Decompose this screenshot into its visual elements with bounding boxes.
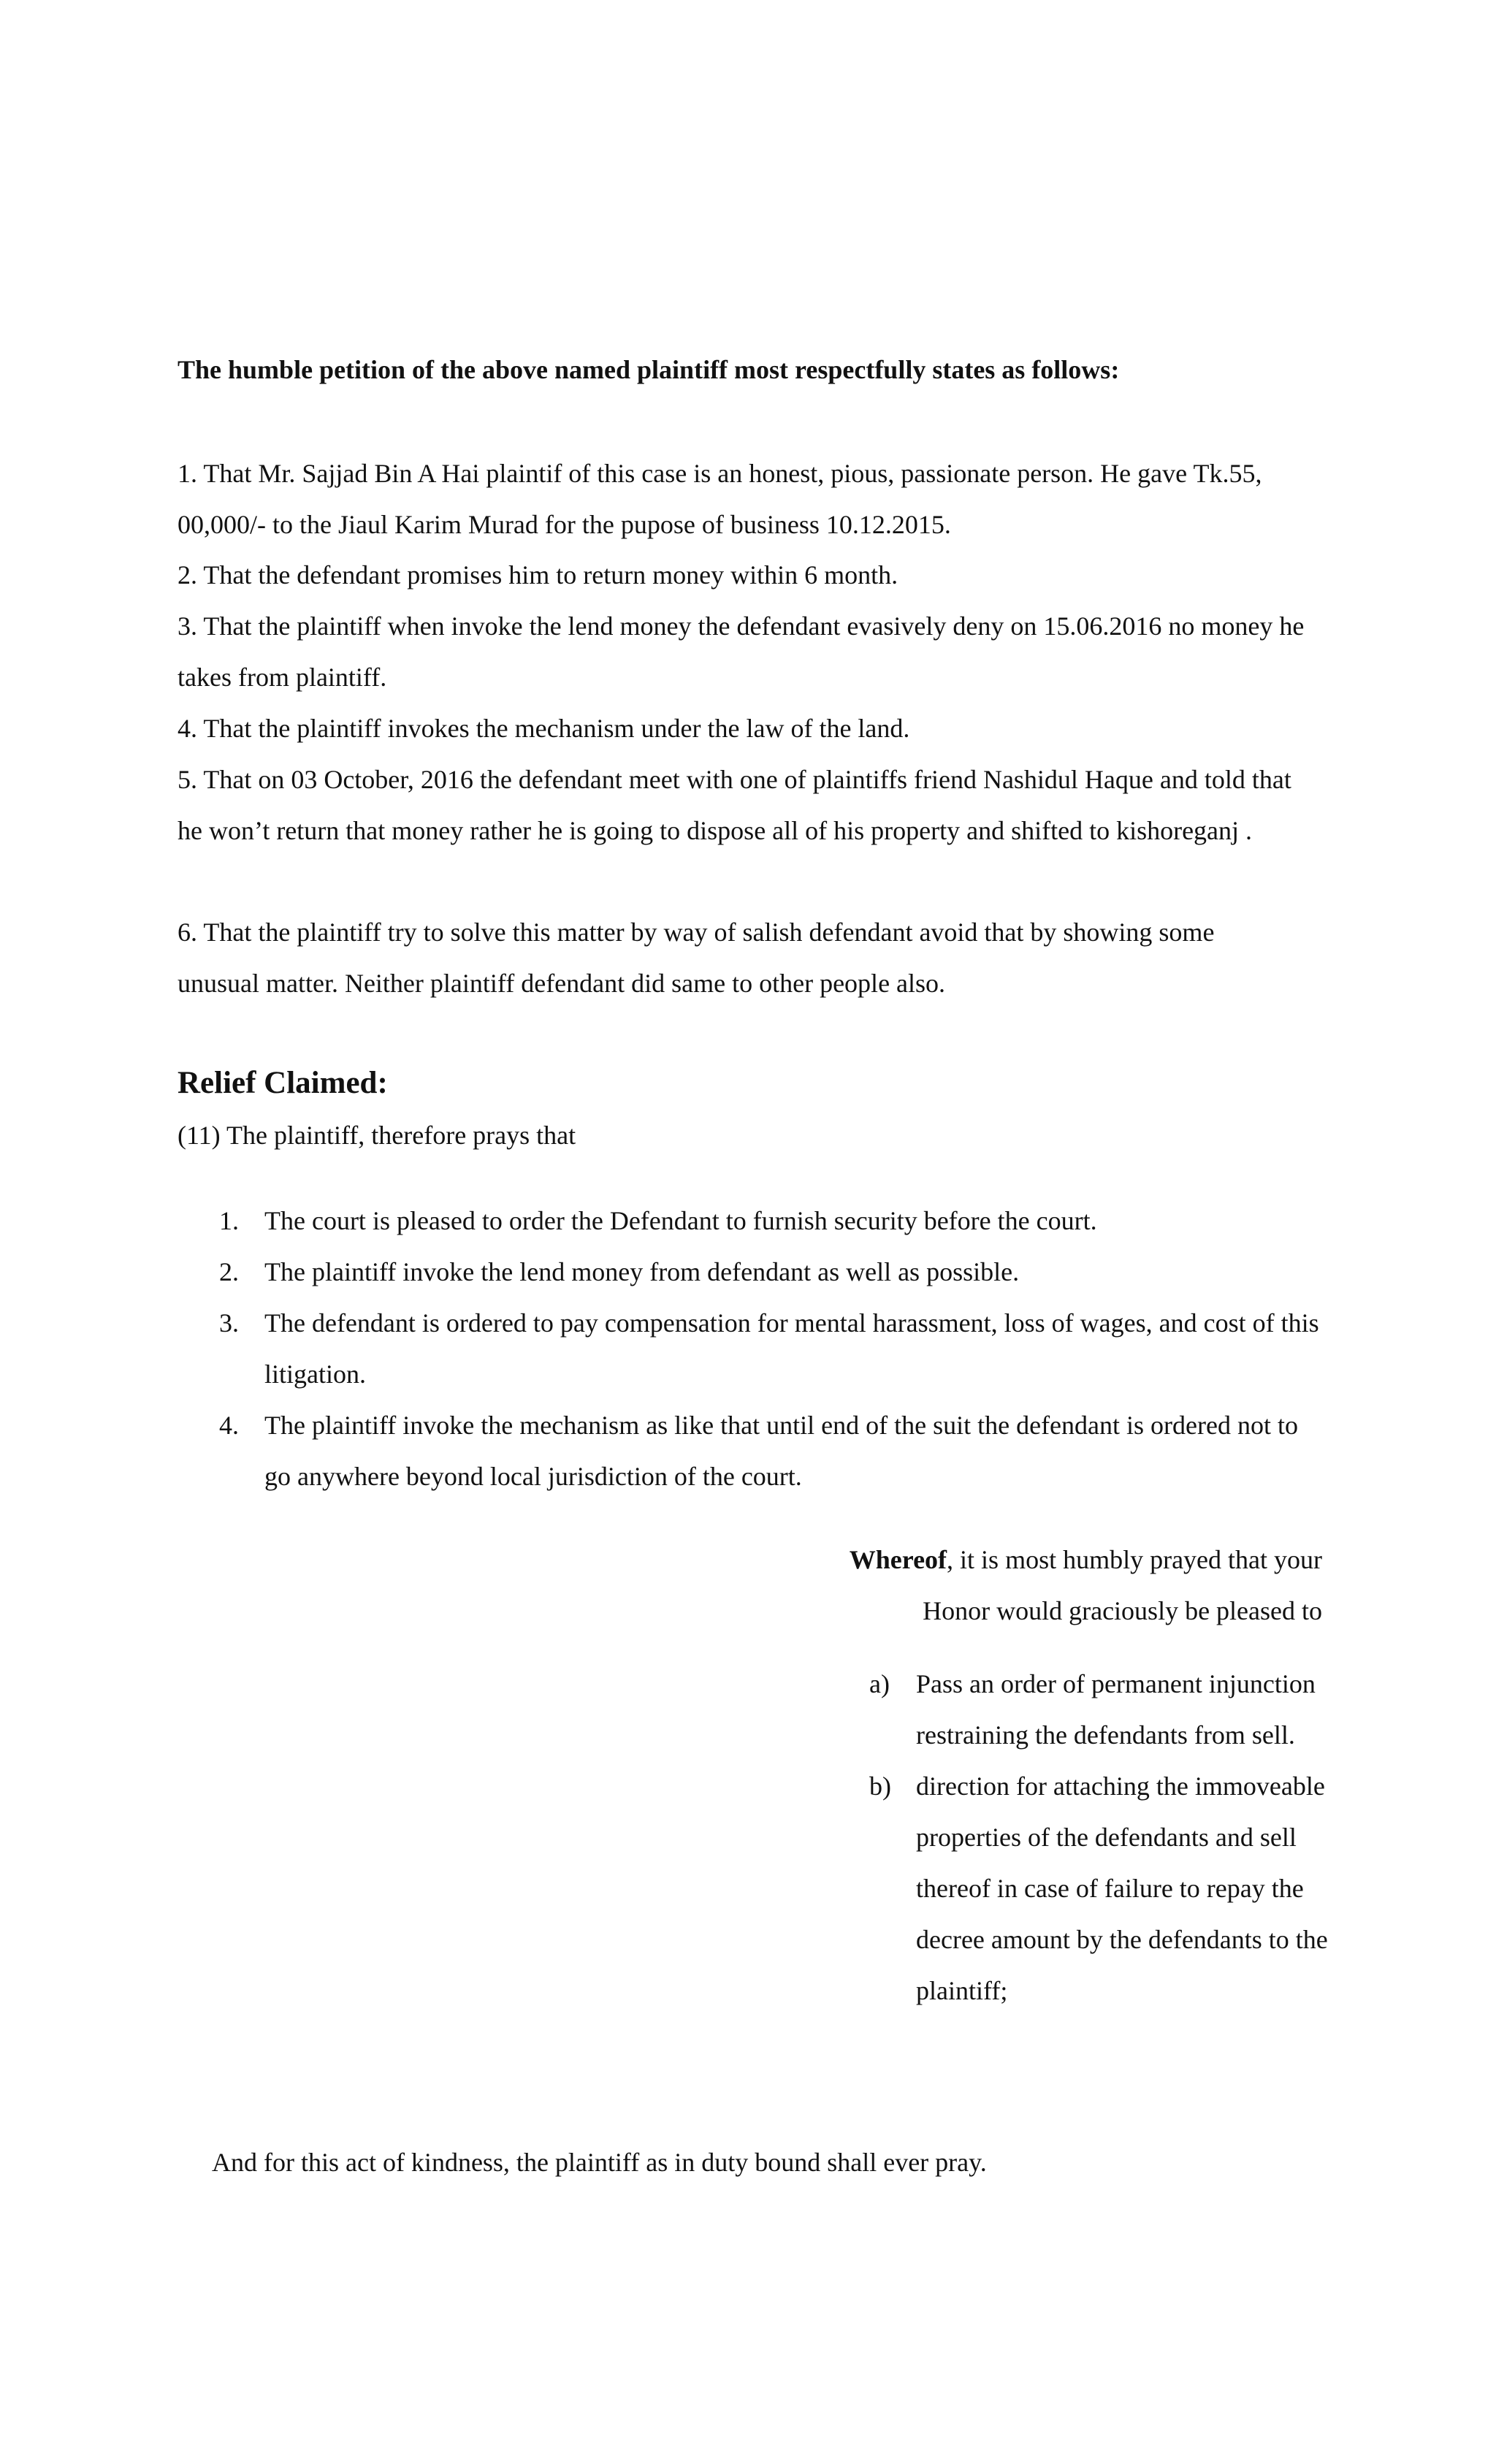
relief-intro: (11) The plaintiff, therefore prays that bbox=[178, 1121, 576, 1150]
relief-item-text: The defendant is ordered to pay compensation for mental harassment, loss of wages, and cost of this litigation. bbox=[264, 1308, 1319, 1389]
relief-item bbox=[219, 1246, 1329, 1297]
relief-item bbox=[219, 1195, 1329, 1246]
list-letter: b) bbox=[869, 1771, 891, 1801]
relief-list bbox=[219, 1195, 1329, 1502]
paragraph-1: 1. That Mr. Sajjad Bin A Hai plaintif of this case is an honest, pious, passionate person. He gave Tk.55, 00,000/- to the Jiaul Karim Murad for the pupose of business 10.12.2015. bbox=[178, 459, 1262, 539]
prayer-item bbox=[869, 1658, 1337, 1761]
relief-item-text: The plaintiff invoke the lend money from defendant as well as possible. bbox=[264, 1257, 1020, 1286]
list-number: 3. bbox=[219, 1308, 239, 1338]
prayer-list bbox=[869, 1658, 1337, 2016]
prayer-item-text: Pass an order of permanent injunction restraining the defendants from sell. bbox=[916, 1669, 1316, 1750]
prayer-item bbox=[869, 1761, 1337, 2016]
whereof-bold: Whereof bbox=[849, 1545, 947, 1574]
relief-item bbox=[219, 1400, 1329, 1502]
relief-claimed-title: Relief Claimed: bbox=[178, 1066, 388, 1100]
list-number: 4. bbox=[219, 1411, 239, 1440]
whereof-prayer bbox=[796, 1534, 1322, 1636]
list-number: 2. bbox=[219, 1257, 239, 1286]
relief-item-text: The court is pleased to order the Defendant to furnish security before the court. bbox=[264, 1206, 1097, 1235]
paragraph-5: 5. That on 03 October, 2016 the defendant meet with one of plaintiffs friend Nashidul Haque and told that he won’t return that money rather he is going to dispose all of his property and shifted to kishoreganj . bbox=[178, 765, 1291, 845]
prayer-item-text: direction for attaching the immoveable properties of the defendants and sell thereof in case of failure to repay the decree amount by the defendants to the plaintiff; bbox=[916, 1771, 1328, 2005]
list-letter: a) bbox=[869, 1669, 890, 1698]
whereof-text: , it is most humbly prayed that your Honor would graciously be pleased to bbox=[923, 1545, 1322, 1625]
relief-item-text: The plaintiff invoke the mechanism as like that until end of the suit the defendant is ordered not to go anywhere beyond local jurisdiction of the court. bbox=[264, 1411, 1298, 1491]
paragraph-2: 2. That the defendant promises him to return money within 6 month. bbox=[178, 560, 898, 590]
petition-heading: The humble petition of the above named plaintiff most respectfully states as follows: bbox=[178, 355, 1120, 384]
paragraph-4: 4. That the plaintiff invokes the mechanism under the law of the land. bbox=[178, 714, 910, 743]
relief-item bbox=[219, 1297, 1329, 1400]
closing-line: And for this act of kindness, the plaintiff as in duty bound shall ever pray. bbox=[212, 2148, 987, 2177]
paragraph-3: 3. That the plaintiff when invoke the lend money the defendant evasively deny on 15.06.2016 no money he takes from plaintiff. bbox=[178, 611, 1305, 692]
paragraph-6: 6. That the plaintiff try to solve this matter by way of salish defendant avoid that by showing some unusual matter. Neither plaintiff defendant did same to other people also. bbox=[178, 918, 1215, 998]
list-number: 1. bbox=[219, 1206, 239, 1235]
